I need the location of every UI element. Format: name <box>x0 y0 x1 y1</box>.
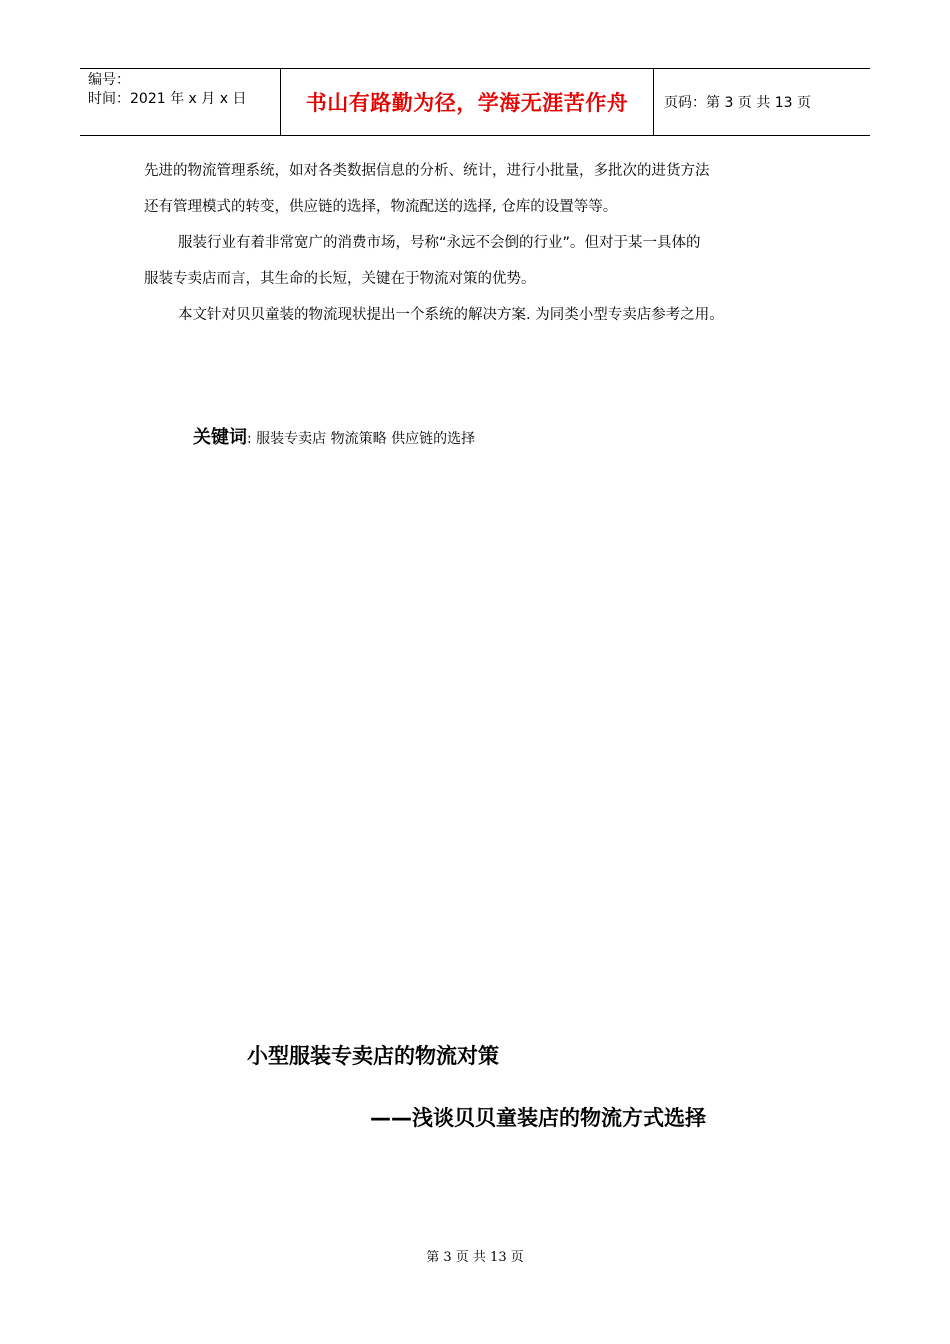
keywords-colon: : <box>247 431 252 447</box>
keywords-values: 服装专卖店 物流策略 供应链的选择 <box>256 431 476 447</box>
document-subtitle: ——浅谈贝贝童装店的物流方式选择 <box>370 1106 706 1130</box>
paragraph-line: 服装专卖店而言，其生命的长短，关键在于物流对策的优势。 <box>144 271 536 287</box>
header-page-info: 页码：第 3 页 共 13 页 <box>664 95 811 111</box>
header-meta <box>80 69 281 135</box>
date-label: 时间：2021 年 x 月 x 日 <box>88 91 247 107</box>
page-header <box>80 68 870 136</box>
paragraph-line: 先进的物流管理系统，如对各类数据信息的分析、统计，进行小批量，多批次的进货方法 <box>144 163 710 179</box>
document-title: 小型服装专卖店的物流对策 <box>247 1044 499 1068</box>
paragraph-line: 服装行业有着非常宽广的消费市场，号称“永远不会倒的行业”。但对于某一具体的 <box>178 235 701 251</box>
paragraph-line: 本文针对贝贝童装的物流现状提出一个系统的解决方案. 为同类小型专卖店参考之用。 <box>178 307 724 323</box>
header-motto: 书山有路勤为径，学海无涯苦作舟 <box>281 69 654 135</box>
serial-number-label: 编号： <box>88 72 130 88</box>
paragraph-line: 还有管理模式的转变，供应链的选择，物流配送的选择, 仓库的设置等等。 <box>144 199 618 215</box>
body-text <box>144 153 824 333</box>
page-footer: 第 3 页 共 13 页 <box>426 1250 524 1265</box>
keywords <box>193 423 475 449</box>
keywords-label: 关键词 <box>193 427 247 448</box>
